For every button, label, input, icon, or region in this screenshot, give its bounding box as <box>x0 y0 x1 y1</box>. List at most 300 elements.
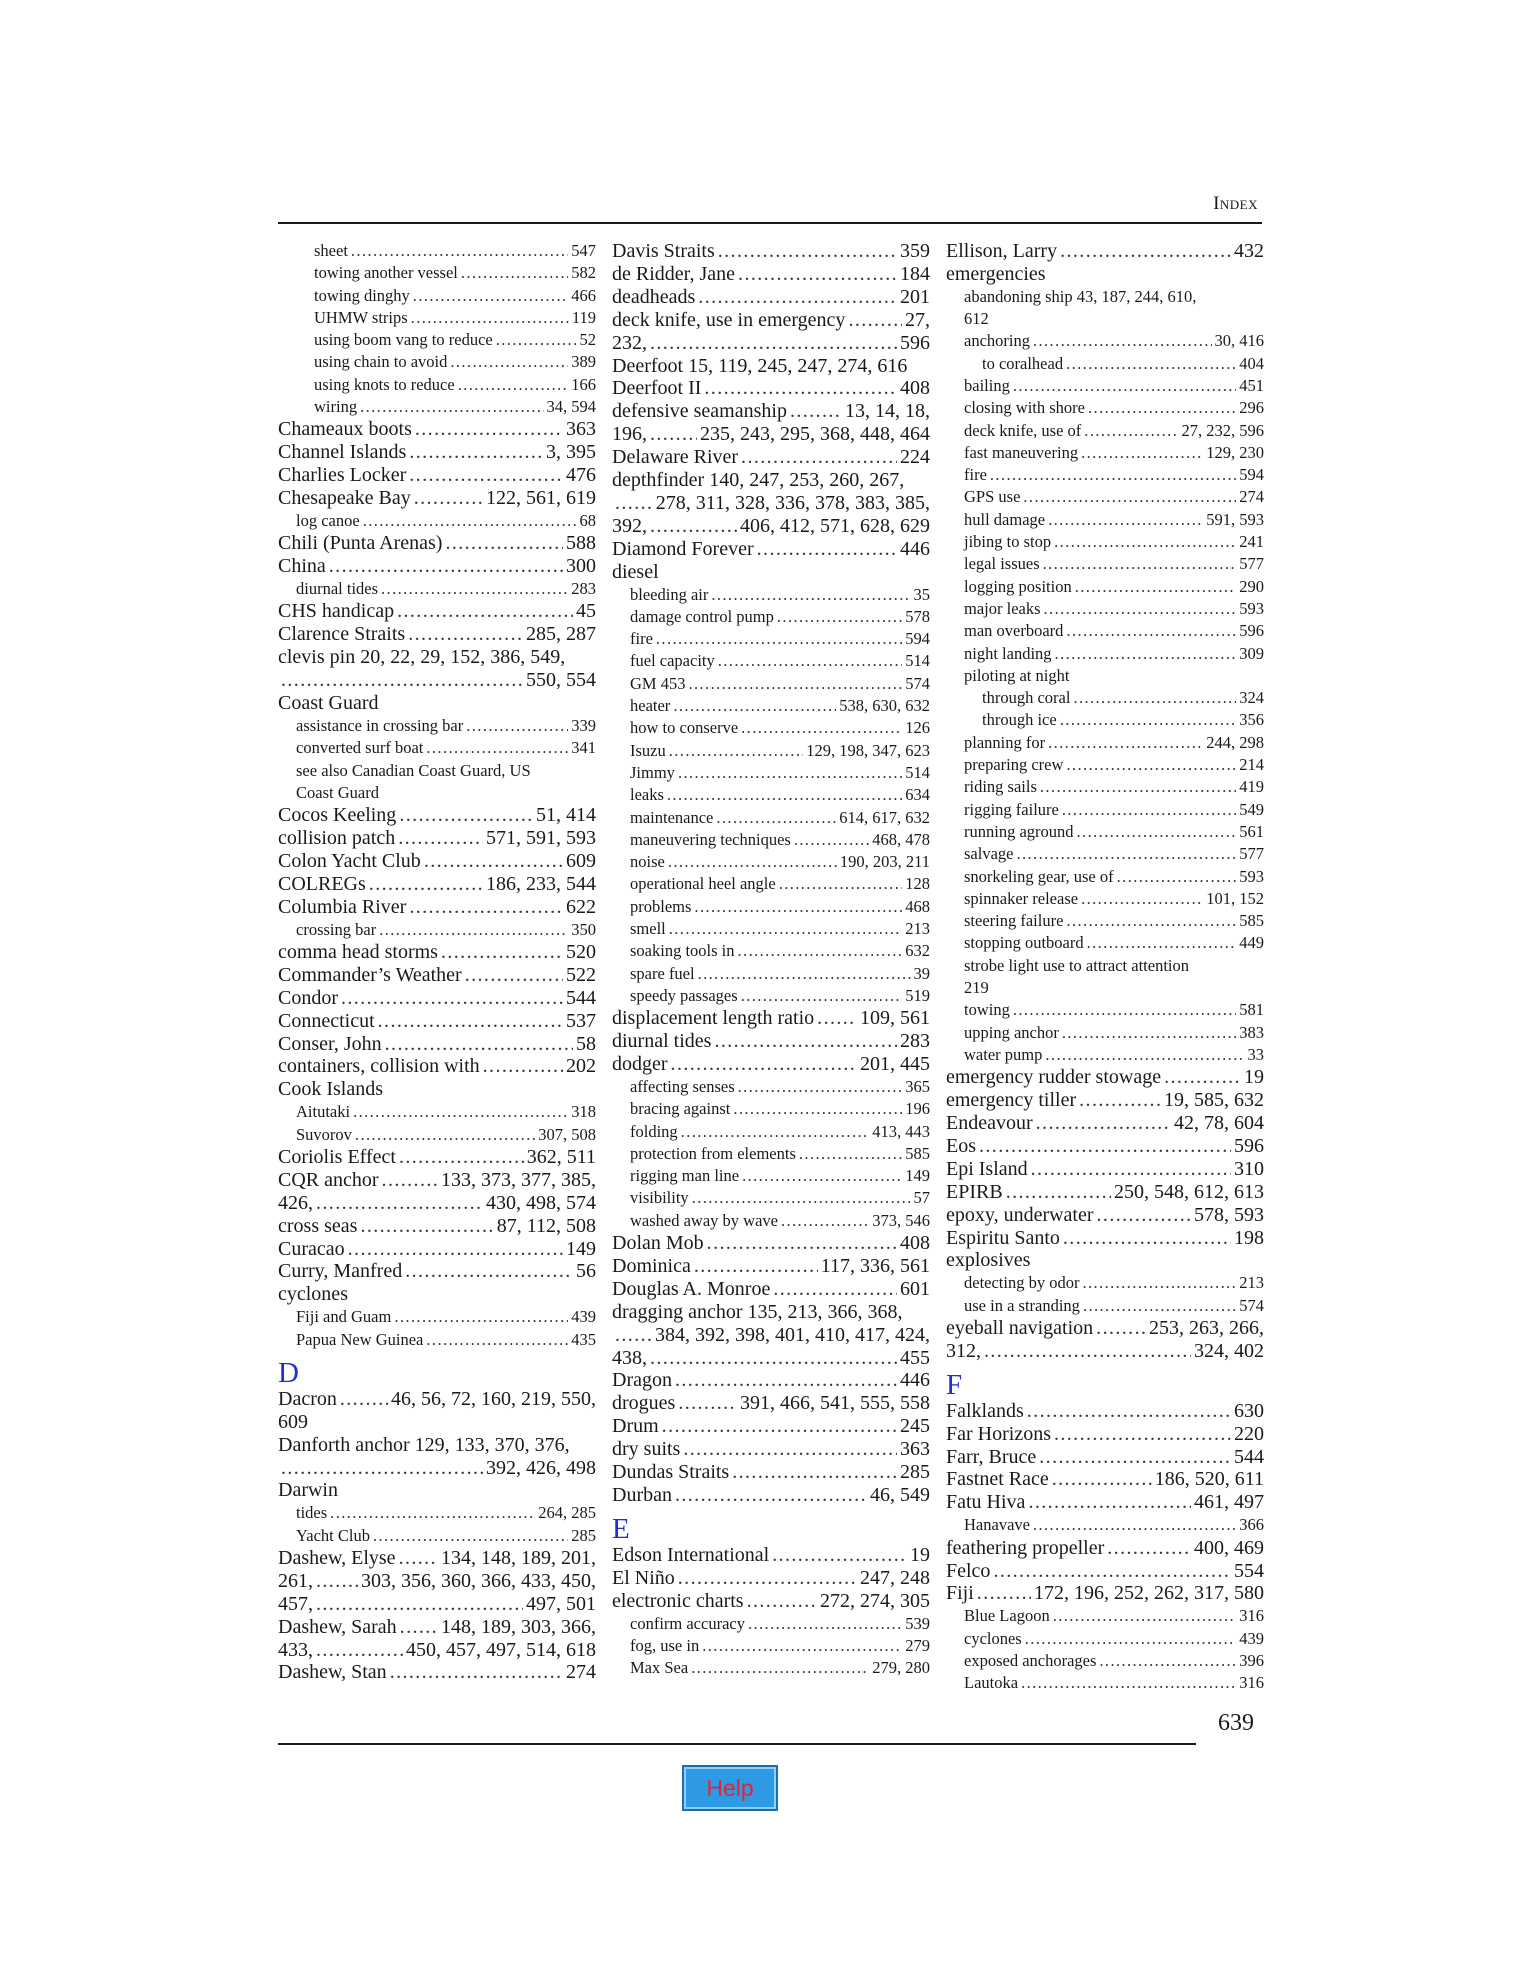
entry-term: dry suits <box>612 1438 681 1461</box>
index-entry <box>278 1411 596 1434</box>
index-entry <box>612 1544 930 1567</box>
entry-pages: 148, 189, 303, 366, <box>441 1615 596 1638</box>
entry-pages: 446 <box>900 1369 930 1392</box>
entry-pages: 614, 617, 632 <box>839 807 930 827</box>
index-entry <box>612 1438 930 1461</box>
dot-leader <box>1060 240 1231 263</box>
index-entry <box>946 598 1264 620</box>
index-entry <box>278 555 596 578</box>
entry-term: Connecticut <box>278 1009 375 1032</box>
index-entry <box>946 1317 1264 1340</box>
index-entry <box>946 1249 1264 1272</box>
index-entry <box>612 286 930 309</box>
index-entry <box>278 715 596 737</box>
dot-leader <box>656 628 902 650</box>
entry-pages: 201, 445 <box>860 1053 930 1076</box>
entry-pages: 290 <box>1239 576 1264 596</box>
entry-term: rigging failure <box>964 799 1059 819</box>
index-entry <box>946 1468 1264 1491</box>
entry-pages: 384, 392, 398, 401, 410, 417, 424, <box>655 1323 930 1346</box>
entry-pages: 520 <box>566 940 596 963</box>
entry-term: Yacht Club <box>296 1525 370 1545</box>
dot-leader <box>461 262 568 284</box>
entry-pages: 341 <box>571 738 596 758</box>
entry-pages: 359 <box>900 240 930 262</box>
entry-pages: 57 <box>913 1188 930 1208</box>
entry-pages: 544 <box>1234 1445 1264 1468</box>
dot-leader <box>1117 866 1237 888</box>
entry-term: GPS use <box>964 487 1021 507</box>
entry-pages: 451 <box>1239 376 1264 395</box>
dot-leader <box>1066 754 1236 776</box>
dot-leader <box>1033 330 1212 352</box>
index-entry <box>946 1560 1264 1583</box>
dot-leader <box>399 804 533 827</box>
index-entry <box>612 263 930 286</box>
dot-leader <box>1033 1514 1236 1536</box>
index-entry <box>946 1672 1264 1694</box>
entry-term: operational heel angle <box>630 874 776 894</box>
index-entry <box>612 606 930 628</box>
entry-term: 312, <box>946 1339 981 1362</box>
entry-term: epoxy, underwater <box>946 1203 1094 1226</box>
index-entry <box>612 1210 930 1232</box>
index-entry <box>612 1255 930 1278</box>
index-entry <box>946 709 1264 731</box>
index-entry <box>278 418 596 441</box>
index-entry <box>278 464 596 487</box>
index-entry <box>946 1491 1264 1514</box>
index-entry <box>278 873 596 896</box>
entry-pages: 373, 546 <box>872 1210 930 1230</box>
entry-term: Falklands <box>946 1399 1024 1422</box>
entry-term: Durban <box>612 1484 672 1506</box>
entry-term: 438, <box>612 1346 647 1369</box>
index-entry <box>278 1146 596 1169</box>
index-entry <box>278 1169 596 1192</box>
entry-term: fog, use in <box>630 1635 700 1655</box>
entry-term: emergencies <box>946 262 1046 285</box>
dot-leader <box>408 623 523 646</box>
entry-term: Cook Islands <box>278 1078 383 1101</box>
index-entry <box>612 1187 930 1209</box>
dot-leader <box>426 1329 568 1351</box>
dot-leader <box>373 1525 568 1547</box>
dot-leader <box>1028 1491 1191 1514</box>
entry-pages: 303, 356, 360, 366, 433, 450, <box>361 1569 596 1592</box>
dot-leader <box>1107 1537 1191 1560</box>
entry-pages: 539 <box>905 1613 930 1633</box>
entry-term: upping anchor <box>964 1022 1059 1042</box>
entry-pages: 449 <box>1239 933 1264 953</box>
entry-pages: 324, 402 <box>1194 1339 1264 1362</box>
entry-pages: 307, 508 <box>538 1124 596 1144</box>
index-entry <box>612 1007 930 1030</box>
entry-term: visibility <box>630 1188 689 1208</box>
dot-leader <box>341 987 563 1010</box>
dot-leader <box>458 374 569 396</box>
index-entry <box>946 531 1264 553</box>
entry-term: night landing <box>964 643 1052 663</box>
entry-pages: 46, 56, 72, 160, 219, 550, <box>391 1387 596 1410</box>
help-button[interactable]: Help <box>682 1765 778 1811</box>
index-entry <box>278 896 596 919</box>
index-entry <box>612 492 930 515</box>
entry-term: cyclones <box>964 1628 1022 1648</box>
entry-term: Drum <box>612 1415 659 1438</box>
dot-leader <box>1062 799 1236 821</box>
entry-term: Aitutaki <box>296 1102 351 1122</box>
entry-term: Columbia River <box>278 895 407 918</box>
entry-term: steering failure <box>964 911 1064 931</box>
dot-leader <box>1052 1468 1152 1491</box>
entry-pages: 404 <box>1239 353 1264 373</box>
entry-term: Fastnet Race <box>946 1468 1049 1491</box>
entry-term: Conser, John <box>278 1032 382 1055</box>
index-entry <box>278 1260 596 1283</box>
entry-term: through coral <box>982 688 1071 708</box>
entry-term: 609 <box>278 1410 308 1433</box>
dot-leader <box>714 1030 897 1053</box>
dot-leader <box>1016 843 1236 865</box>
index-entry <box>612 829 930 851</box>
entry-term: riding sails <box>964 777 1037 797</box>
dot-leader <box>681 1121 870 1143</box>
entry-term: soaking tools in <box>630 941 735 961</box>
index-column-3 <box>946 240 1264 1695</box>
entry-pages: 309 <box>1239 643 1264 663</box>
index-entry <box>612 332 930 355</box>
entry-term: China <box>278 555 326 578</box>
entry-term: water pump <box>964 1044 1043 1064</box>
entry-pages: 514 <box>905 651 930 671</box>
entry-pages: 396 <box>1239 1650 1264 1670</box>
dot-leader <box>381 578 568 600</box>
dot-leader <box>360 396 543 418</box>
index-entry <box>612 400 930 423</box>
dot-leader <box>329 555 563 578</box>
entry-pages: 581 <box>1239 1000 1264 1020</box>
index-entry <box>278 1124 596 1146</box>
dot-leader <box>650 423 697 446</box>
entry-pages: 339 <box>571 715 596 735</box>
index-entry <box>612 1098 930 1120</box>
entry-term: bracing against <box>630 1099 731 1119</box>
index-entry <box>946 263 1264 286</box>
index-entry <box>946 420 1264 442</box>
entry-pages: 13, 14, 18, <box>845 400 930 423</box>
header-rule <box>278 222 1262 224</box>
entry-pages: 389 <box>571 352 596 372</box>
entry-pages: 283 <box>571 579 596 599</box>
index-entry <box>278 1033 596 1056</box>
dot-leader <box>1021 1672 1236 1694</box>
index-entry <box>278 307 596 329</box>
entry-term: Dolan Mob <box>612 1232 704 1255</box>
dot-leader <box>678 1392 737 1415</box>
dot-leader <box>1044 598 1237 620</box>
dot-leader <box>817 1007 857 1030</box>
index-entry <box>612 1461 930 1484</box>
dot-leader <box>683 1438 897 1461</box>
entry-term: problems <box>630 896 692 916</box>
entry-pages: 109, 561 <box>860 1007 930 1030</box>
index-entry <box>278 760 596 782</box>
index-entry <box>278 1479 596 1502</box>
entry-term: deadheads <box>612 285 696 308</box>
index-entry <box>612 940 930 962</box>
entry-term: towing dinghy <box>314 285 410 305</box>
entry-term: hull damage <box>964 509 1046 529</box>
dot-leader <box>777 606 902 628</box>
entry-term: Isuzu <box>630 740 666 760</box>
index-entry <box>612 807 930 829</box>
entry-pages: 588 <box>566 532 596 555</box>
index-entry <box>278 1101 596 1123</box>
index-entry <box>612 1232 930 1255</box>
dot-leader <box>733 1098 902 1120</box>
entry-pages: 632 <box>905 941 930 961</box>
entry-term: towing <box>964 1000 1010 1020</box>
dot-leader <box>650 515 737 538</box>
entry-term: deck knife, use in emergency <box>612 308 846 331</box>
dot-leader <box>1054 1423 1231 1446</box>
entry-pages: 468 <box>905 896 930 916</box>
dot-leader <box>397 600 573 623</box>
entry-term: Darwin <box>278 1479 338 1502</box>
entry-pages: 622 <box>566 895 596 918</box>
dot-leader <box>1063 1227 1231 1250</box>
entry-term: diurnal tides <box>296 579 379 599</box>
entry-pages: 45 <box>576 600 596 623</box>
entry-pages: 34, 594 <box>546 397 596 417</box>
entry-term: jibing to stop <box>964 532 1052 552</box>
index-entry <box>612 240 930 263</box>
dot-leader <box>748 1613 902 1635</box>
entry-pages: 184 <box>900 262 930 285</box>
dot-leader <box>738 1076 903 1098</box>
entry-pages: 630 <box>1234 1399 1264 1422</box>
dot-leader <box>409 896 563 919</box>
entry-pages: 538, 630, 632 <box>839 696 930 716</box>
entry-term: major leaks <box>964 598 1041 618</box>
entry-term: Danforth anchor 129, 133, 370, 376, <box>278 1433 570 1456</box>
dot-leader <box>650 332 897 355</box>
index-entry <box>946 1112 1264 1135</box>
entry-term: closing with shore <box>964 398 1085 418</box>
dot-leader <box>390 1661 563 1684</box>
index-entry <box>612 1278 930 1301</box>
index-entry <box>946 620 1264 642</box>
entry-term: Channel Islands <box>278 441 407 464</box>
index-entry <box>946 1400 1264 1423</box>
entry-pages: 278, 311, 328, 336, 378, 383, 385, <box>655 491 930 514</box>
entry-pages: 186, 233, 544 <box>486 872 596 895</box>
dot-leader <box>466 715 568 737</box>
entry-term: Deerfoot II <box>612 377 702 400</box>
entry-term: Max Sea <box>630 1658 689 1678</box>
index-entry <box>278 646 596 669</box>
entry-term: Edson International <box>612 1543 770 1566</box>
index-entry <box>946 464 1264 486</box>
entry-pages: 601 <box>900 1277 930 1300</box>
entry-pages: 391, 466, 541, 555, 558 <box>740 1392 930 1415</box>
entry-pages: 549 <box>1239 799 1264 819</box>
index-entry <box>946 576 1264 598</box>
entry-pages: 128 <box>905 874 930 894</box>
dot-leader <box>415 418 563 441</box>
entry-pages: 196 <box>905 1099 930 1119</box>
index-entry <box>278 441 596 464</box>
index-entry <box>278 1192 596 1215</box>
dot-leader <box>741 446 897 469</box>
dot-leader <box>424 850 563 873</box>
dot-leader <box>1031 1158 1231 1181</box>
index-entry <box>278 1388 596 1411</box>
dot-leader <box>773 1278 897 1301</box>
entry-term: strobe light use to attract attention <box>964 955 1189 975</box>
dot-leader <box>355 1124 535 1146</box>
entry-term: Chili (Punta Arenas) <box>278 532 443 555</box>
entry-term: Deerfoot 15, 119, 245, 247, 274, 616 <box>612 354 908 377</box>
entry-pages: 186, 520, 611 <box>1154 1468 1264 1491</box>
dot-leader <box>741 717 902 739</box>
dot-leader <box>1039 1446 1231 1469</box>
dot-leader <box>1066 353 1236 375</box>
dot-leader <box>669 740 804 762</box>
entry-term: damage control pump <box>630 606 774 626</box>
entry-term: folding <box>630 1121 678 1141</box>
index-entry <box>612 1324 930 1347</box>
entry-pages: 190, 203, 211 <box>839 852 930 872</box>
entry-pages: 406, 412, 571, 628, 629 <box>740 514 930 537</box>
dot-leader <box>1040 776 1236 798</box>
dot-leader <box>662 1415 897 1438</box>
entry-pages: 318 <box>571 1102 596 1122</box>
entry-pages: 522 <box>566 963 596 986</box>
entry-term: Eos <box>946 1134 976 1157</box>
index-entry <box>612 762 930 784</box>
entry-pages: 122, 561, 619 <box>486 487 596 510</box>
entry-term: Clarence Straits <box>278 623 406 646</box>
dot-leader <box>615 492 653 515</box>
entry-pages: 202 <box>566 1055 596 1078</box>
index-entry <box>612 355 930 378</box>
entry-term: Dacron <box>278 1387 337 1410</box>
dot-leader <box>1081 888 1203 910</box>
dot-leader <box>441 941 563 964</box>
entry-term: spinnaker release <box>964 888 1079 908</box>
entry-term: defensive seamanship <box>612 400 787 423</box>
dot-leader <box>757 538 897 561</box>
entry-pages: 596 <box>1239 621 1264 641</box>
entry-pages: 365 <box>905 1076 930 1096</box>
entry-term: how to conserve <box>630 718 739 738</box>
index-entry <box>278 240 596 262</box>
dot-leader <box>316 1593 523 1616</box>
entry-term: Lautoka <box>964 1673 1019 1693</box>
entry-term: Blue Lagoon <box>964 1606 1050 1626</box>
entry-term: speedy passages <box>630 985 738 1005</box>
entry-pages: 550, 554 <box>526 669 596 692</box>
entry-pages: 419 <box>1239 777 1264 797</box>
dot-leader <box>704 377 897 400</box>
index-entry <box>612 1657 930 1679</box>
dot-leader <box>1045 1044 1244 1066</box>
dot-leader <box>1048 509 1203 531</box>
dot-leader <box>281 1457 483 1480</box>
index-entry <box>946 375 1264 397</box>
entry-term: fire <box>630 629 653 649</box>
entry-term: de Ridder, Jane <box>612 262 736 285</box>
index-entry <box>612 673 930 695</box>
index-entry <box>278 1434 596 1457</box>
entry-term: 612 <box>964 309 989 329</box>
entry-pages: 574 <box>1239 1295 1264 1315</box>
index-entry <box>278 510 596 532</box>
dot-leader <box>316 1192 483 1215</box>
entry-term: El Niño <box>612 1566 675 1589</box>
entry-pages: 363 <box>566 418 596 441</box>
dot-leader <box>394 1306 568 1328</box>
entry-pages: 279, 280 <box>872 1658 930 1678</box>
index-entry <box>278 669 596 692</box>
entry-pages: 52 <box>579 330 596 350</box>
index-entry <box>278 1525 596 1547</box>
entry-pages: 296 <box>1239 398 1264 418</box>
entry-term: emergency rudder stowage <box>946 1066 1162 1089</box>
entry-pages: 274 <box>1239 487 1264 507</box>
entry-pages: 430, 498, 574 <box>486 1191 596 1214</box>
index-entry <box>946 1295 1264 1317</box>
dot-leader <box>1088 397 1236 419</box>
entry-pages: 578 <box>905 606 930 626</box>
index-entry <box>278 941 596 964</box>
dot-leader <box>426 737 568 759</box>
entry-pages: 561 <box>1239 821 1264 841</box>
entry-pages: 468, 478 <box>872 829 930 849</box>
index-entry <box>946 509 1264 531</box>
entry-pages: 316 <box>1239 1673 1264 1693</box>
entry-term: diesel <box>612 560 659 583</box>
dot-leader <box>790 400 842 423</box>
entry-pages: 19 <box>910 1543 930 1566</box>
index-entry <box>946 1181 1264 1204</box>
entry-term: cross seas <box>278 1214 358 1237</box>
entry-term: Colon Yacht Club <box>278 849 421 872</box>
entry-pages: 27, 232, 596 <box>1181 420 1264 440</box>
entry-term: Cocos Keeling <box>278 804 397 827</box>
entry-term: 433, <box>278 1638 313 1661</box>
entry-term: logging position <box>964 576 1072 596</box>
entry-term: log canoe <box>296 511 360 530</box>
index-entry <box>278 1502 596 1524</box>
entry-pages: 593 <box>1239 598 1264 618</box>
entry-pages: 582 <box>571 263 596 283</box>
index-entry <box>278 600 596 623</box>
dot-leader <box>673 695 836 717</box>
entry-term: spare fuel <box>630 963 695 983</box>
index-entry <box>946 776 1264 798</box>
index-entry <box>612 1415 930 1438</box>
entry-pages: 439 <box>1239 1628 1264 1648</box>
dot-leader <box>385 1033 573 1056</box>
entry-term: man overboard <box>964 621 1064 641</box>
index-entry <box>278 1570 596 1593</box>
entry-term: COLREGs <box>278 872 366 895</box>
entry-term: rigging man line <box>630 1166 740 1186</box>
index-entry <box>278 737 596 759</box>
